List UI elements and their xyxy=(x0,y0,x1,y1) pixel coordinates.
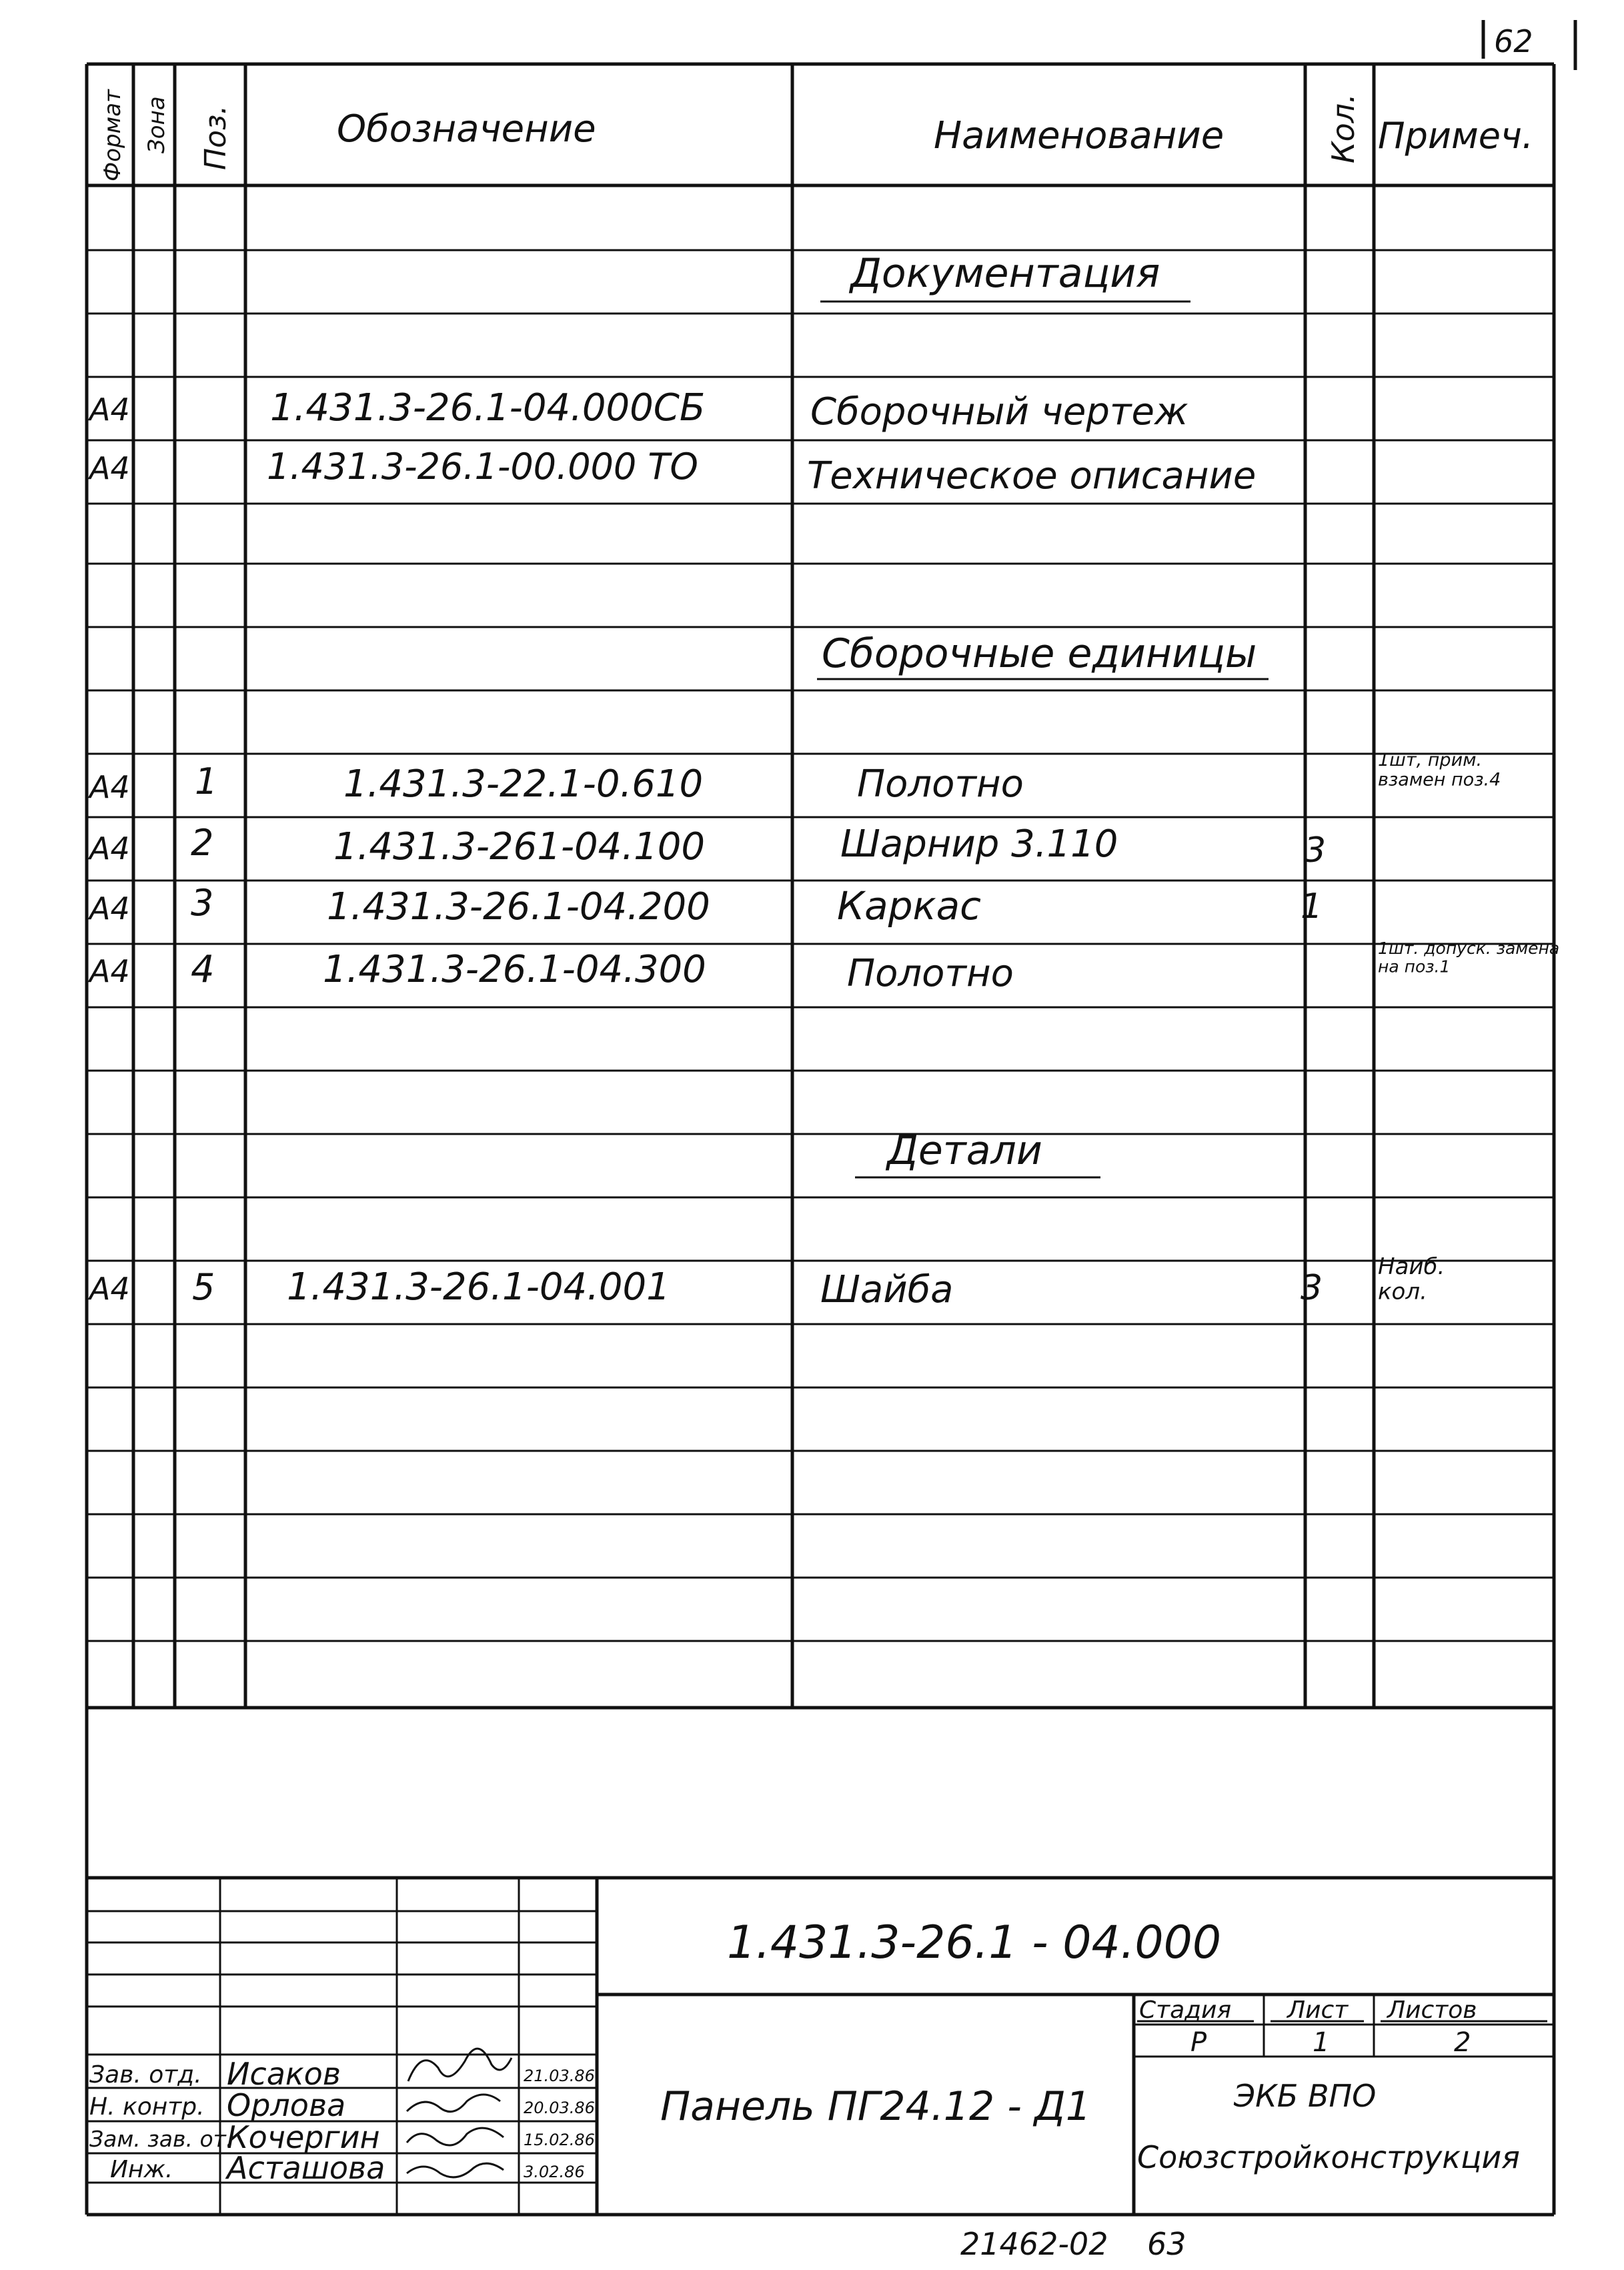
cell-format: А4 xyxy=(89,1271,130,1307)
table-row xyxy=(87,386,1188,434)
cell-note: Наиб. кол. xyxy=(1378,1253,1445,1305)
cell-name: Полотно xyxy=(857,762,1024,806)
table-row xyxy=(87,446,1256,498)
section-assemblies xyxy=(817,630,1269,679)
signer-row xyxy=(110,2150,585,2186)
table-row xyxy=(87,750,1501,806)
section-documentation xyxy=(820,250,1190,302)
header-name: Наименование xyxy=(934,114,1225,157)
sheets-value: 2 xyxy=(1454,2027,1471,2058)
table-row xyxy=(87,822,1326,871)
table-row xyxy=(87,1253,1445,1311)
signature-mark xyxy=(407,2128,504,2145)
cell-pos: 4 xyxy=(191,948,215,991)
signer-date: 15.02.86 xyxy=(524,2131,595,2149)
table-row xyxy=(87,939,1559,995)
org-name-1: ЭКБ ВПО xyxy=(1234,2078,1377,2114)
cell-name: Техническое описание xyxy=(807,454,1257,498)
header-zone: Зона xyxy=(143,96,170,153)
header-note: Примеч. xyxy=(1378,115,1534,157)
title-block xyxy=(87,1878,1554,2215)
signer-role: Зав. отд. xyxy=(89,2061,202,2089)
cell-designation: 1.431.3-26.1-04.000СБ xyxy=(270,386,706,430)
cell-designation: 1.431.3-261-04.100 xyxy=(333,825,705,869)
signer-role: Н. контр. xyxy=(89,2093,205,2121)
signer-date: 20.03.86 xyxy=(524,2099,595,2117)
signer-role: Инж. xyxy=(110,2156,173,2183)
footer xyxy=(960,2226,1186,2262)
cell-name: Полотно xyxy=(847,952,1014,995)
section-title: Детали xyxy=(887,1127,1042,1174)
signature-mark xyxy=(407,2095,500,2112)
table-header xyxy=(99,89,1533,181)
signer-role: Зам. зав. от. xyxy=(89,2126,233,2152)
cell-format: А4 xyxy=(89,450,130,486)
cell-format: А4 xyxy=(89,830,130,867)
cell-name: Шарнир 3.110 xyxy=(840,822,1118,866)
sheet-number: 62 xyxy=(1494,23,1533,59)
cell-designation: 1.431.3-26.1-04.001 xyxy=(287,1265,670,1309)
signer-date: 3.02.86 xyxy=(524,2163,585,2181)
cell-name: Сборочный чертеж xyxy=(810,390,1188,434)
cell-qty: 3 xyxy=(1301,1268,1323,1308)
table-row xyxy=(87,882,1323,929)
signer-name: Исаков xyxy=(227,2056,341,2092)
org-name-2: Союзстройконструкция xyxy=(1137,2139,1520,2175)
footer-number: 21462-02 xyxy=(960,2226,1108,2262)
cell-qty: 3 xyxy=(1304,830,1327,871)
section-title: Документация xyxy=(850,250,1160,297)
cell-format: А4 xyxy=(89,392,130,428)
document-code: 1.431.3-26.1 - 04.000 xyxy=(727,1916,1222,1969)
header-qty: Кол. xyxy=(1325,93,1361,163)
cell-format: А4 xyxy=(89,891,130,927)
signer-name: Орлова xyxy=(227,2087,346,2123)
cell-designation: 1.431.3-22.1-0.610 xyxy=(343,762,704,806)
signer-date: 21.03.86 xyxy=(524,2067,595,2085)
cell-pos: 1 xyxy=(195,760,218,802)
cell-pos: 2 xyxy=(191,822,214,864)
cell-designation: 1.431.3-26.1-04.300 xyxy=(323,948,706,991)
footer-page: 63 xyxy=(1147,2226,1186,2262)
cell-format: А4 xyxy=(89,769,130,805)
cell-pos: 3 xyxy=(191,882,214,924)
cell-name: Каркас xyxy=(837,883,981,929)
cell-qty: 1 xyxy=(1301,887,1323,927)
cell-note: 1шт. допуск. замена на поз.1 xyxy=(1378,939,1560,977)
stage-label: Стадия xyxy=(1139,1997,1232,2024)
cell-note: 1шт, прим. взамен поз.4 xyxy=(1378,750,1501,790)
stage-value: Р xyxy=(1190,2027,1207,2058)
header-pos: Поз. xyxy=(199,105,233,170)
section-title: Сборочные единицы xyxy=(822,630,1257,677)
signer-name: Асташова xyxy=(227,2150,385,2186)
cell-format: А4 xyxy=(89,953,130,989)
cell-pos: 5 xyxy=(192,1266,215,1308)
product-name: Панель ПГ24.12 - Д1 xyxy=(660,2083,1091,2130)
header-designation: Обозначение xyxy=(337,107,596,151)
cell-name: Шайба xyxy=(820,1268,954,1311)
signature-mark xyxy=(407,2163,504,2177)
cell-designation: 1.431.3-26.1-00.000 ТО xyxy=(267,446,698,488)
cell-designation: 1.431.3-26.1-04.200 xyxy=(327,885,710,929)
header-format: Формат xyxy=(99,89,126,181)
signer-name: Кочергин xyxy=(227,2119,380,2155)
sheets-label: Листов xyxy=(1387,1997,1477,2024)
sheet-value: 1 xyxy=(1313,2027,1330,2058)
sheet-label: Лист xyxy=(1287,1997,1349,2024)
